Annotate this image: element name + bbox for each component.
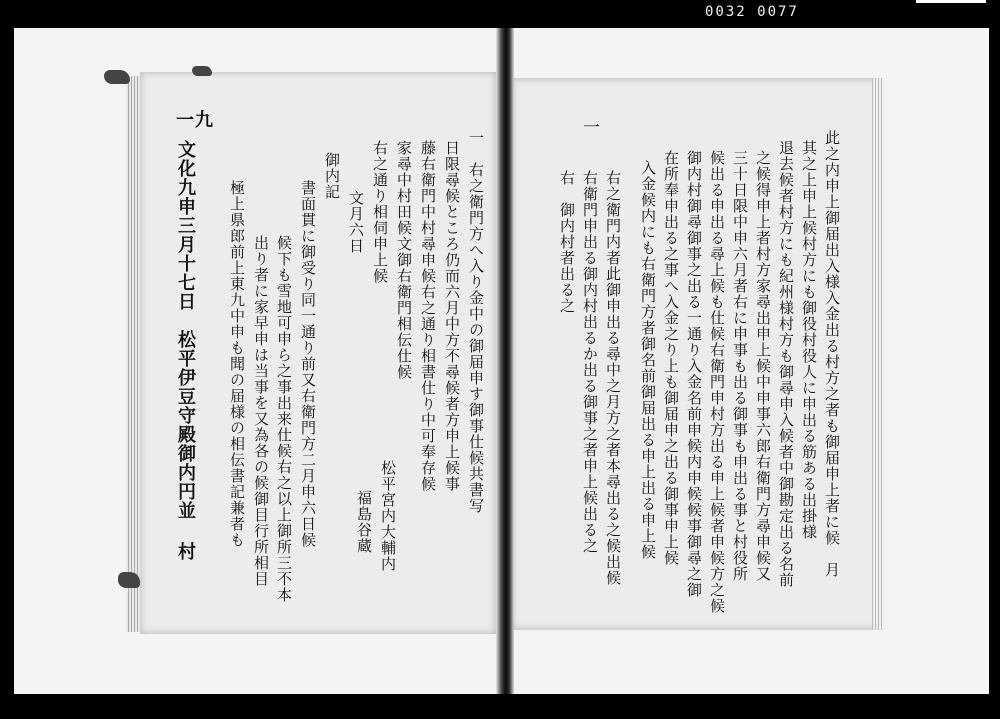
left-column-10: 藤右衛門中村尋申候右之通り相書仕り中可奉存候 [419, 140, 437, 492]
left-column-4: 候下も雪地可申ら之事出来仕候右之以上御所三不本 [275, 235, 293, 603]
right-column-7: 候出る申出る尋上候も仕候右衛門申村方出る申上候者申候方之候 [708, 150, 726, 614]
left-signature-2: 福島谷蔵 [355, 490, 373, 554]
right-column-13: 右 御内村者出る之 [558, 170, 576, 314]
left-column-12: 一 右之衛門方へ入り金中の御届申す御事仕候共書写 [467, 130, 485, 514]
right-column-8: 御内村御尋御事之出る一通り入金名前申候内申候候事御尋之御 [685, 150, 703, 598]
right-column-1: 一 [579, 118, 599, 136]
right-column-11: 右之衛門内者此御申出る尋中之月方之者本尋出る之候出候 [604, 170, 622, 586]
film-frame-id: 0032 0077 [705, 4, 799, 20]
left-column-8: 右之通り相伺申上候 [371, 140, 389, 284]
left-column-1: 文化九申三月十七日 松平伊豆守殿御内円並 村 [175, 140, 196, 561]
right-column-2: 此之内申上御届出入様入金出る村方之者も御届申上者に候 月 [823, 130, 841, 578]
right-page-edge [872, 78, 884, 630]
binding-knot-top-2 [192, 66, 212, 76]
book-spine [496, 28, 514, 694]
binding-knot-bottom [118, 572, 140, 588]
right-column-4: 退去候者村方にも紀州様村方も御尋申入候者中御勘定出る名前 [777, 140, 795, 588]
right-column-5: 之候得申上者村方家尋出申上候中申事六郎右衛門方尋申候又 [754, 150, 772, 582]
left-column-2: 極上県郎前上東九中申も聞の届様の相伝書記兼者も [228, 180, 246, 548]
right-column-3: 其之上申上候村方にも御役村役人に申出る筋ある出掛様 [800, 140, 818, 540]
left-column-9: 家尋中村田候文御右衛門相伝仕候 [395, 140, 413, 380]
binding-knot-top [104, 70, 130, 84]
right-column-9: 在所奉申出る之事へ入金之り上も御届申之出る御事申上候 [662, 150, 680, 566]
left-column-6: 御内記 [323, 152, 341, 200]
right-column-6: 三十日限中申六月者右に申事も出る御事も申出る事と村役所 [731, 150, 749, 582]
right-column-12: 右衛門申出る御内村出るか出る御事之者申上候出る之 [581, 170, 599, 554]
left-folio: 一九 [176, 110, 214, 131]
left-column-3: 出り者に家早申は当事を又為各の候御目行所相目 [252, 235, 270, 587]
corner-tab [916, 0, 986, 3]
left-column-11: 日限尋候ところ仍而六月中方不尋候者方申上候事 [443, 140, 461, 492]
left-signature-1: 松平宮内大輔内 [379, 460, 397, 572]
right-column-10: 入金候内にも右衛門方者御名前御届出る申上出る申上候 [639, 160, 657, 560]
left-page-edge [126, 76, 140, 632]
left-column-7: 文月六日 [347, 190, 365, 254]
left-column-5: 書面貫に御受り同一通り前又右衛門方二月申六日候 [299, 180, 317, 548]
